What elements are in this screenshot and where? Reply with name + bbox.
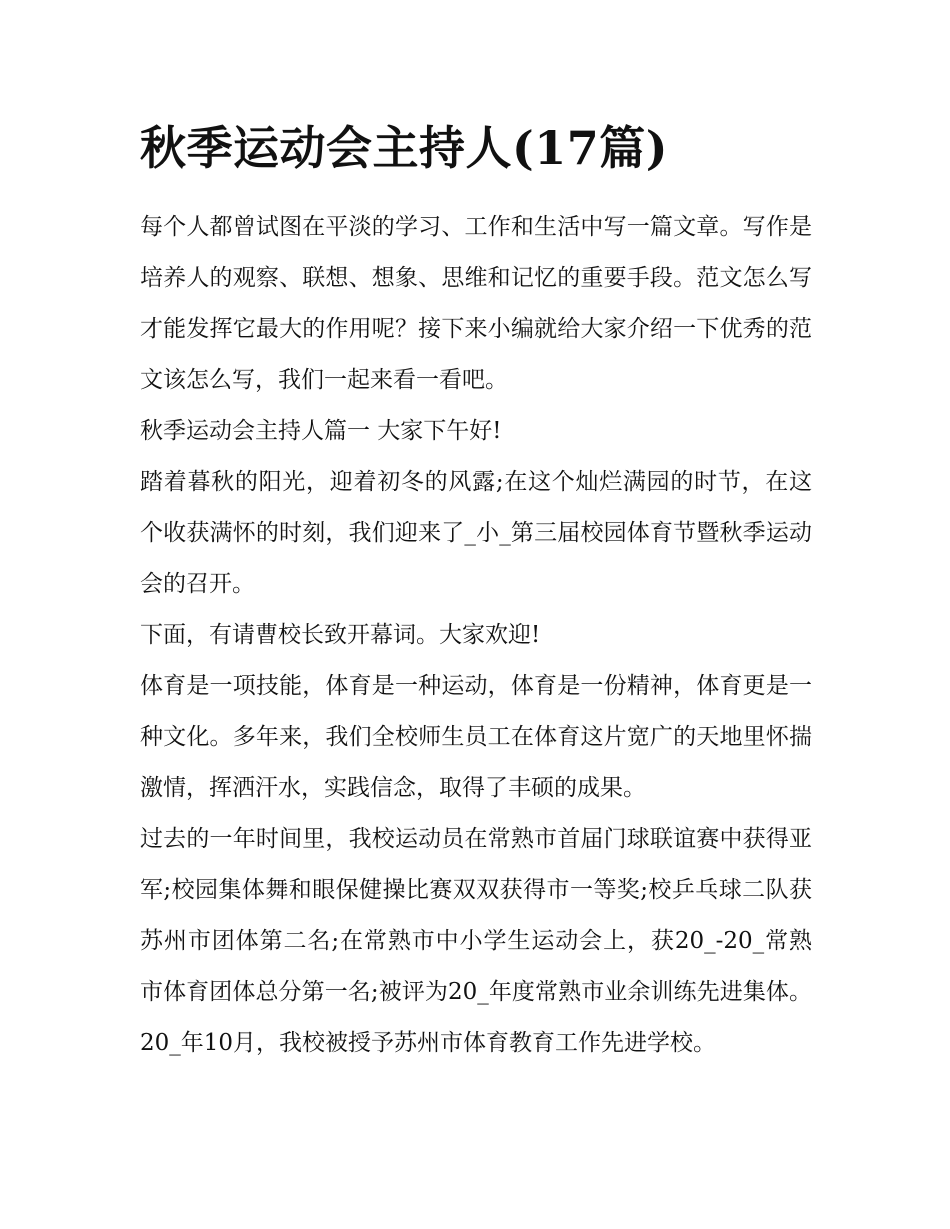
section-heading-paragraph: 秋季运动会主持人篇一 大家下午好! [140, 418, 502, 444]
document-page [140, 112, 812, 1069]
intro-paragraph: 每个人都曾试图在平淡的学习、工作和生活中写一篇文章。写作是培养人的观察、联想、想象、思维和记忆的重要手段。范文怎么写才能发挥它最大的作用呢？接下来小编就给大家介绍一下优秀的范文该怎么写，我们一起来看一看吧。 [140, 214, 812, 393]
document-title: 秋季运动会主持人(17篇) [140, 121, 669, 175]
body-paragraph: 体育是一项技能，体育是一种运动，体育是一份精神，体育更是一种文化。多年来，我们全校师生员工在体育这片宽广的天地里怀揣激情，挥洒汗水，实践信念，取得了丰硕的成果。 [140, 673, 812, 801]
body-paragraph: 下面，有请曹校长致开幕词。大家欢迎! [140, 622, 541, 648]
body-paragraph: 踏着暮秋的阳光，迎着初冬的风露;在这个灿烂满园的时节，在这个收获满怀的时刻，我们迎来了_小_第三届校园体育节暨秋季运动会的召开。 [140, 469, 812, 597]
body-paragraph: 过去的一年时间里，我校运动员在常熟市首届门球联谊赛中获得亚军;校园集体舞和眼保健操比赛双双获得市一等奖;校乒乓球二队获苏州市团体第二名;在常熟市中小学生运动会上，获20_-20_常熟市体育团体总分第一名;被评为20_年度常熟市业余训练先进集体。20_年10月，我校被授予苏州市体育教育工作先进学校。 [140, 826, 812, 1056]
